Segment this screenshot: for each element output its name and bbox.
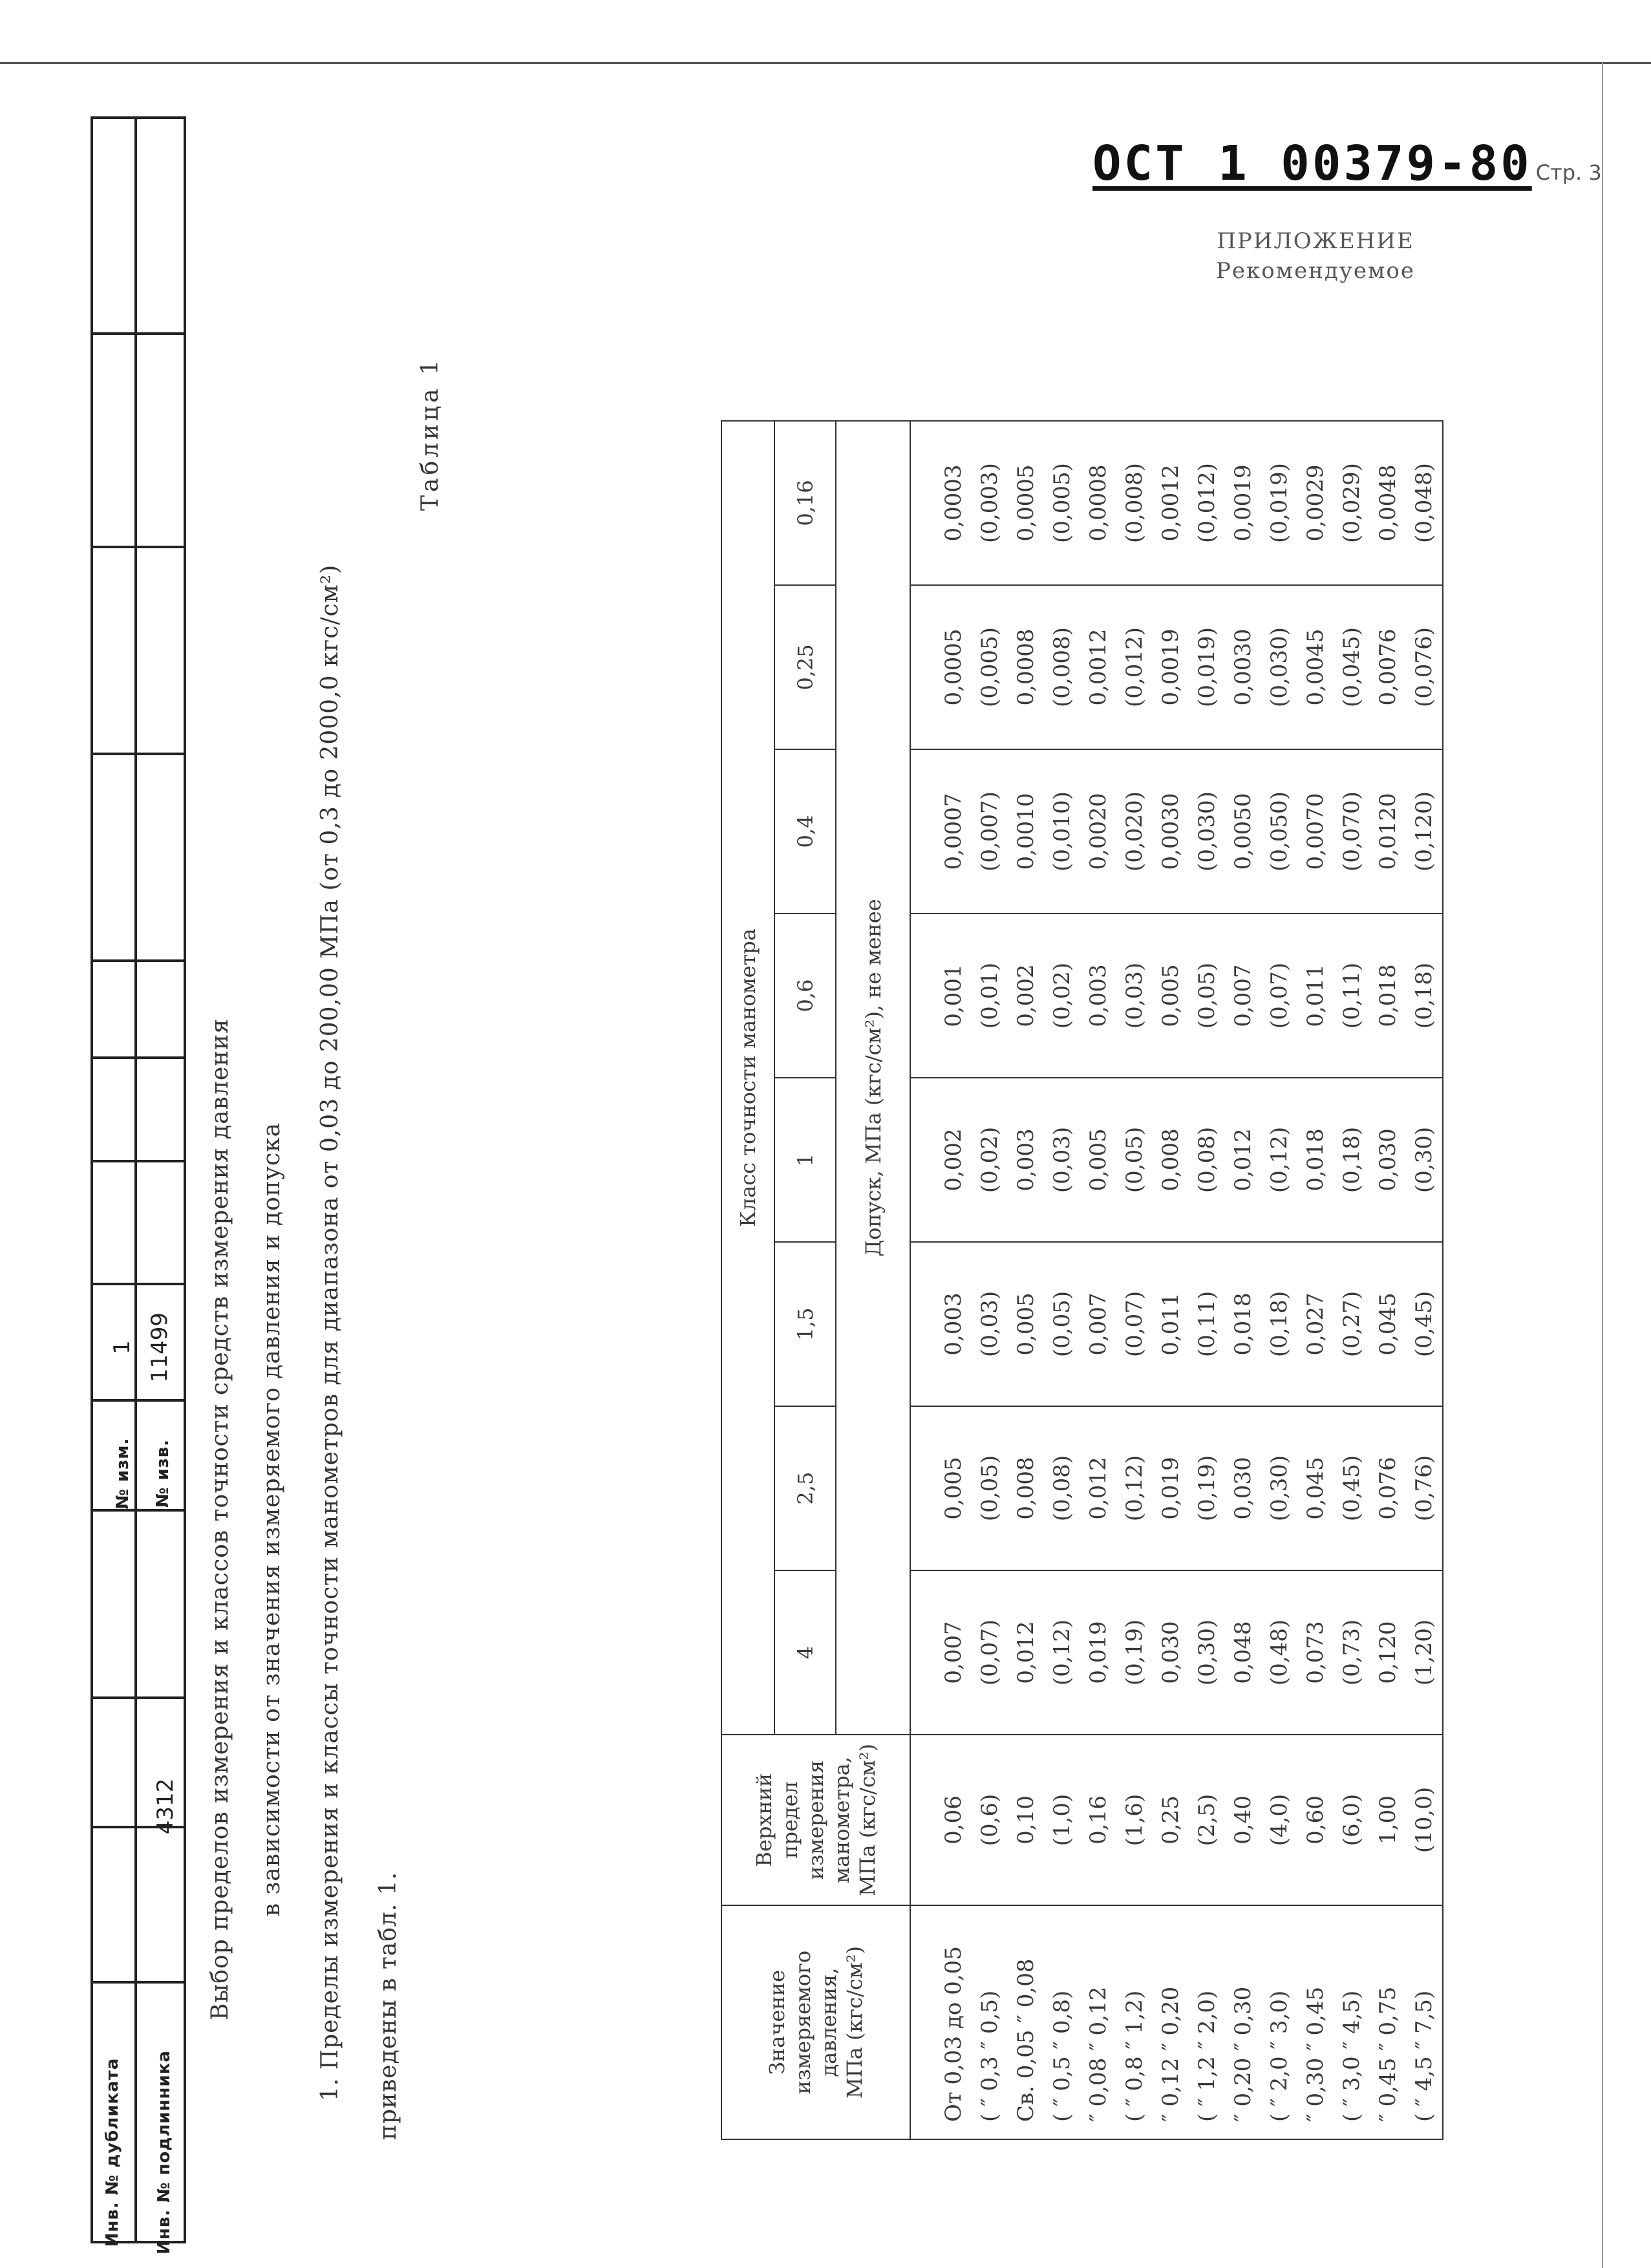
table-cell-value: (0,02): [977, 1126, 1003, 1193]
table-cell-value: 0,027: [1303, 1292, 1328, 1356]
table-cell-value: 0,120: [1375, 1621, 1401, 1684]
table-cell-value: 0,0010: [1013, 793, 1039, 870]
table-cell-value: (0,30): [1411, 1126, 1437, 1193]
right-border-line: [1602, 62, 1603, 2268]
table-cell-value: (0,18): [1339, 1126, 1365, 1193]
table-cell-value: 0,003: [941, 1292, 966, 1356]
table-cell-value: (0,07): [1266, 962, 1292, 1029]
appendix-kind: Рекомендуемое: [1215, 258, 1416, 284]
table-cell-value: (0,30): [1194, 1619, 1220, 1686]
class-header: 4: [774, 1570, 836, 1735]
table-cell-value: (0,045): [1339, 627, 1365, 707]
table-cell-value: 0,019: [1085, 1621, 1111, 1684]
table-cell-value: 0,0019: [1230, 464, 1256, 542]
table-cell-value: 0,0003: [941, 464, 966, 542]
table-cell-value: 0,076: [1375, 1457, 1401, 1520]
change-number-label: № изм.: [113, 1437, 133, 1510]
paragraph-line1: 1. Пределы измерения и классы точности манометров для диапазона от 0,03 до 200,00 МПа (от 0,3 до 2000,0 кгс/см²): [317, 564, 343, 2101]
page-number: Стр. 3: [1535, 160, 1602, 185]
table-cell-value: (0,45): [1411, 1290, 1437, 1358]
table-cell-value: 0,012: [1085, 1457, 1111, 1520]
tolerance-values-column: [910, 585, 1443, 749]
table-cell-value: (0,12): [1266, 1126, 1292, 1193]
table-cell-value: 0,030: [1375, 1128, 1401, 1192]
table-cell-value: ( ″ 0,8 ″ 1,2): [1122, 1990, 1147, 2122]
notice-number-value: 11499: [147, 1312, 173, 1383]
table-cell-value: (0,19): [1194, 1455, 1220, 1522]
table-cell-value: (0,48): [1266, 1619, 1292, 1686]
appendix-block: [1183, 226, 1448, 286]
table-cell-value: 0,06: [941, 1795, 966, 1845]
stamp-divider: [93, 753, 184, 755]
table-cell-value: ″ 0,45 ″ 0,75: [1375, 1986, 1401, 2122]
table-cell-value: (1,20): [1411, 1619, 1437, 1686]
table-cell-value: (0,08): [1049, 1455, 1075, 1522]
table-cell-value: (0,05): [977, 1455, 1003, 1522]
tolerance-values-column: [910, 914, 1443, 1078]
tolerance-values-column: [910, 1406, 1443, 1570]
table-cell-value: 0,045: [1375, 1292, 1401, 1356]
table-cell-value: ( ″ 1,2 ″ 2,0): [1194, 1990, 1220, 2122]
table-cell-value: 0,005: [941, 1457, 966, 1520]
table-cell-value: 0,001: [941, 964, 966, 1027]
table-cell-value: От 0,03 до 0,05: [941, 1946, 966, 2122]
table-cell-value: 0,007: [941, 1621, 966, 1684]
stamp-divider: [93, 1283, 184, 1285]
table-cell-value: (0,6): [977, 1793, 1003, 1846]
table-cell-value: 0,005: [1085, 1128, 1111, 1192]
table-cell-value: (0,008): [1049, 627, 1075, 707]
appendix-title: ПРИЛОЖЕНИЕ: [1217, 228, 1414, 254]
table-cell-value: (0,18): [1411, 962, 1437, 1029]
table-cell-value: (0,07): [977, 1619, 1003, 1686]
table-cell-value: (0,12): [1122, 1455, 1147, 1522]
paragraph-line2: приведены в табл. 1.: [375, 1871, 401, 2140]
table-cell-value: 0,008: [1158, 1128, 1184, 1192]
stamp-divider: [93, 1056, 184, 1059]
standard-number: ОСТ 1 00379-80: [1092, 136, 1532, 191]
table-cell-value: 0,005: [1158, 964, 1184, 1027]
rotated-page-content: [200, 304, 1437, 2218]
table-cell-value: (0,050): [1266, 791, 1292, 872]
table-cell-value: (0,120): [1411, 791, 1437, 872]
table-cell-value: (0,008): [1122, 463, 1147, 543]
table-cell-value: 0,030: [1158, 1621, 1184, 1684]
table-cell-value: (10,0): [1411, 1786, 1437, 1854]
table-cell-value: (4,0): [1266, 1793, 1292, 1846]
table-cell-value: 0,0007: [941, 793, 966, 870]
stamp-divider: [93, 332, 184, 335]
table-cell-value: 0,045: [1303, 1457, 1328, 1520]
table-cell-value: 0,003: [1085, 964, 1111, 1027]
table-cell-value: 0,0070: [1303, 793, 1328, 870]
table-cell-value: 0,0019: [1158, 628, 1184, 706]
notice-number-label: № изв.: [153, 1439, 173, 1508]
stamp-divider: [93, 546, 184, 548]
table-cell-value: 0,0005: [941, 628, 966, 706]
tolerance-values-column: [910, 421, 1443, 585]
upper-limit-column-header: Верхний предел измерения манометра, МПа (кгс/см²): [721, 1735, 910, 1905]
class-header: 0,4: [774, 749, 836, 914]
table-cell-value: Св. 0,05 ″ 0,08: [1013, 1958, 1039, 2122]
table-cell-value: (0,01): [977, 962, 1003, 1029]
table-cell-value: (0,05): [1049, 1290, 1075, 1358]
change-number-value: 1: [109, 1340, 135, 1354]
table-cell-value: (0,012): [1122, 627, 1147, 707]
table-cell-value: (1,6): [1122, 1793, 1147, 1846]
table-cell-value: (0,029): [1339, 463, 1365, 543]
range-column-header: Значение измеряемого давления, МПа (кгс/см²): [721, 1905, 910, 2139]
table-cell-value: 0,16: [1085, 1795, 1111, 1845]
table-cell-value: 0,030: [1230, 1457, 1256, 1520]
table-cell-value: (0,45): [1339, 1455, 1365, 1522]
table-cell-value: (0,03): [1049, 1126, 1075, 1193]
stamp-divider: [93, 1981, 184, 1984]
class-header: 0,25: [774, 585, 836, 749]
table-cell-value: ( ″ 0,5 ″ 0,8): [1049, 1990, 1075, 2122]
table-cell-value: (0,030): [1194, 791, 1220, 872]
table-cell-value: 0,0020: [1085, 793, 1111, 870]
upper-limit-values-column: [910, 1735, 1443, 1905]
table-cell-value: 0,012: [1013, 1621, 1039, 1684]
table-cell-value: (0,08): [1194, 1126, 1220, 1193]
table-cell-value: (0,76): [1411, 1455, 1437, 1522]
table-cell-value: (0,05): [1194, 962, 1220, 1029]
stamp-divider: [134, 119, 137, 2241]
tolerance-values-column: [910, 1078, 1443, 1242]
table-cell-value: 0,048: [1230, 1621, 1256, 1684]
table-cell-value: (0,070): [1339, 791, 1365, 872]
table-cell-value: 0,018: [1230, 1292, 1256, 1356]
class-header: 2,5: [774, 1406, 836, 1570]
table-cell-value: 0,018: [1303, 1128, 1328, 1192]
class-header: 0,16: [774, 421, 836, 585]
table-cell-value: 0,0012: [1158, 464, 1184, 542]
table-cell-value: 0,0050: [1230, 793, 1256, 870]
table-cell-value: 0,002: [1013, 964, 1039, 1027]
table-cell-value: 0,0008: [1013, 628, 1039, 706]
table-cell-value: 0,60: [1303, 1795, 1328, 1845]
table-cell-value: 0,002: [941, 1128, 966, 1192]
table-cell-value: 0,007: [1085, 1292, 1111, 1356]
table-cell-value: 0,018: [1375, 964, 1401, 1027]
table-cell-value: ″ 0,30 ″ 0,45: [1303, 1986, 1328, 2122]
duplicate-inv-label: Инв. № дубликата: [103, 2057, 122, 2247]
table-cell-value: (0,27): [1339, 1290, 1365, 1358]
class-header: 1: [774, 1078, 836, 1242]
tolerance-values-column: [910, 1242, 1443, 1406]
table-cell-value: (0,003): [977, 463, 1003, 543]
table-cell-value: 0,0045: [1303, 628, 1328, 706]
table-cell-value: (0,03): [977, 1290, 1003, 1358]
table-cell-value: (0,07): [1122, 1290, 1147, 1358]
table-cell-value: 0,019: [1158, 1457, 1184, 1520]
tolerance-header: Допуск, МПа (кгс/см²), не менее: [836, 421, 910, 1735]
table-cell-value: 0,012: [1230, 1128, 1256, 1192]
table-cell-value: 0,0012: [1085, 628, 1111, 706]
table-cell-value: (0,019): [1266, 463, 1292, 543]
stamp-divider: [93, 1160, 184, 1162]
table-cell-value: (0,03): [1122, 962, 1147, 1029]
table-cell-value: 0,011: [1303, 964, 1328, 1027]
table-cell-value: ″ 0,20 ″ 0,30: [1230, 1986, 1256, 2122]
table-cell-value: (0,007): [977, 791, 1003, 872]
tolerance-values-column: [910, 1570, 1443, 1735]
tolerance-values-column: [910, 749, 1443, 914]
table-cell-value: 0,10: [1013, 1795, 1039, 1845]
registration-stamp: [91, 116, 186, 2254]
range-values-column: [910, 1905, 1443, 2139]
table-cell-value: (0,005): [977, 627, 1003, 707]
table-cell-value: (2,5): [1194, 1793, 1220, 1846]
table-cell-value: (0,11): [1194, 1290, 1220, 1358]
table-cell-value: 1,00: [1375, 1795, 1401, 1845]
table-cell-value: (0,19): [1122, 1619, 1147, 1686]
table-cell-value: (0,005): [1049, 463, 1075, 543]
document-code: [1092, 136, 1602, 191]
table-cell-value: (0,010): [1049, 791, 1075, 872]
tolerance-table: [721, 420, 1443, 2140]
table-cell-value: (0,019): [1194, 627, 1220, 707]
table-cell-value: ( ″ 3,0 ″ 4,5): [1339, 1990, 1365, 2122]
table-cell-value: 0,003: [1013, 1128, 1039, 1192]
table-cell-value: ( ″ 0,3 ″ 0,5): [977, 1990, 1003, 2122]
table-cell-value: ″ 0,08 ″ 0,12: [1085, 1986, 1111, 2122]
original-inv-number: 4312: [153, 1778, 178, 1835]
table-cell-value: 0,007: [1230, 964, 1256, 1027]
table-cell-value: (0,076): [1411, 627, 1437, 707]
table-cell-value: 0,25: [1158, 1795, 1184, 1845]
table-cell-value: (0,012): [1194, 463, 1220, 543]
table-cell-value: ″ 0,12 ″ 0,20: [1158, 1986, 1184, 2122]
original-inv-label: Инв. № подлинника: [154, 2050, 174, 2254]
top-border-line: [0, 62, 1651, 64]
table-cell-value: ( ″ 4,5 ″ 7,5): [1411, 1990, 1437, 2122]
table-cell-value: 0,0120: [1375, 793, 1401, 870]
table-cell-value: 0,073: [1303, 1621, 1328, 1684]
table-cell-value: (0,30): [1266, 1455, 1292, 1522]
table-cell-value: 0,0008: [1085, 464, 1111, 542]
table-cell-value: (0,048): [1411, 463, 1437, 543]
table-label: Таблица 1: [417, 357, 443, 511]
table-cell-value: (0,030): [1266, 627, 1292, 707]
table-cell-value: 0,011: [1158, 1292, 1184, 1356]
stamp-divider: [93, 1399, 184, 1402]
section-title-line2: в зависимости от значения измеряемого давления и допуска: [259, 1122, 285, 1917]
table-cell-value: (0,02): [1049, 962, 1075, 1029]
table-cell-value: (0,05): [1122, 1126, 1147, 1193]
table-cell-value: (0,73): [1339, 1619, 1365, 1686]
table-cell-value: 0,0005: [1013, 464, 1039, 542]
accuracy-class-header: Класс точности манометра: [721, 421, 774, 1735]
table-cell-value: 0,0029: [1303, 464, 1328, 542]
table-cell-value: 0,0030: [1158, 793, 1184, 870]
table-cell-value: (1,0): [1049, 1793, 1075, 1846]
stamp-divider: [93, 959, 184, 962]
table-cell-value: 0,005: [1013, 1292, 1039, 1356]
table-cell-value: 0,40: [1230, 1795, 1256, 1845]
table-cell-value: (0,11): [1339, 962, 1365, 1029]
table-cell-value: (0,18): [1266, 1290, 1292, 1358]
stamp-divider: [93, 1696, 184, 1699]
table-cell-value: 0,0048: [1375, 464, 1401, 542]
table-cell-value: 0,008: [1013, 1457, 1039, 1520]
table-cell-value: 0,0030: [1230, 628, 1256, 706]
section-title-line1: Выбор пределов измерения и классов точности средств измерения давления: [207, 1018, 233, 2020]
table-cell-value: (6,0): [1339, 1793, 1365, 1846]
table-cell-value: ( ″ 2,0 ″ 3,0): [1266, 1990, 1292, 2122]
class-header: 1,5: [774, 1242, 836, 1406]
class-header: 0,6: [774, 914, 836, 1078]
table-cell-value: (0,12): [1049, 1619, 1075, 1686]
table-cell-value: 0,0076: [1375, 628, 1401, 706]
table-cell-value: (0,020): [1122, 791, 1147, 872]
